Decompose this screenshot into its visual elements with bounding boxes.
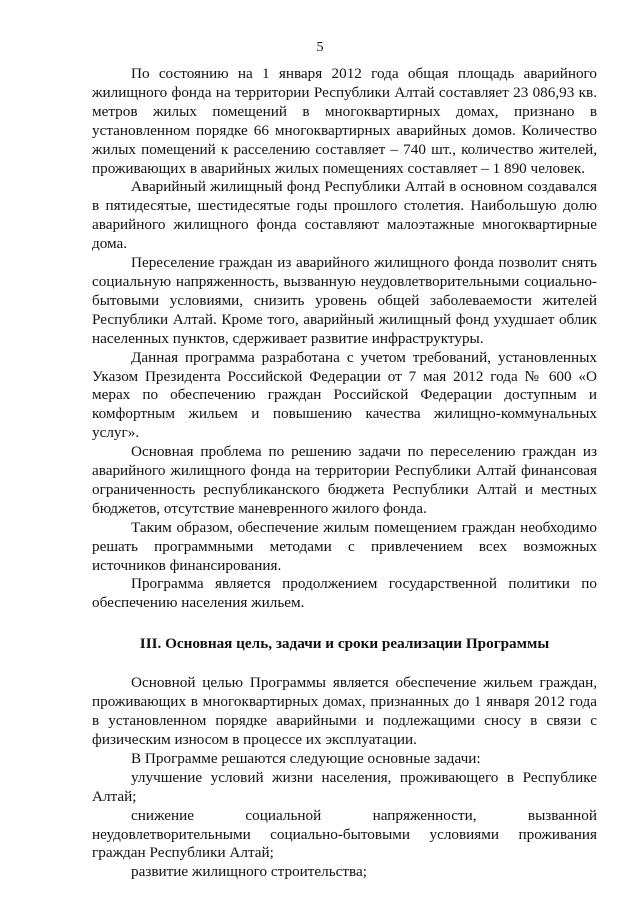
paragraph-state-policy: Программа является продолжением государственной политики по обеспечению населения жильем. (92, 575, 597, 612)
task-housing-construction: развитие жилищного строительства; (131, 863, 367, 881)
task-living-conditions: улучшение условий жизни населения, проживающего в Республике Алтай; (92, 768, 597, 805)
paragraph-program-methods: Таким образом, обеспечение жилым помещением граждан необходимо решать программными методами с привлечением всех возможных источников финансирования. (92, 518, 597, 574)
paragraph-presidential-decree: Данная программа разработана с учетом требований, установленных Указом Президента Российской Федерации от 7 мая 2012 года № 600 «О мерах по обеспечению граждан Российской Федерации доступным и комфортным жильем и повышению качества жилищно-коммунальных услуг». (92, 348, 597, 442)
document-body (92, 65, 597, 882)
task-social-tension (92, 807, 597, 864)
paragraph-main-goal: Основной целью Программы является обеспечение жильем граждан, проживающих в многоквартирных домах, признанных до 1 января 2012 года в установленном порядке аварийными и подлежащими сносу в связи с физическим износом в процессе их эксплуатации. (92, 674, 597, 748)
paragraph-resettlement-benefits: Переселение граждан из аварийного жилищного фонда позволит снять социальную напряженность, вызванную неудовлетворительными социально-бытовыми условиями, снизить уровень общей заболеваемости жителей Республики Алтай. Кроме того, аварийный жилищный фонд ухудшает облик населенных пунктов, сдерживает развитие инфраструктуры. (92, 254, 597, 347)
page-number: 5 (316, 40, 324, 55)
task-social-line-2: неудовлетворительными социально-бытовыми условиями проживания (92, 825, 597, 843)
spacer (92, 654, 597, 674)
section-heading: III. Основная цель, задачи и сроки реализации Программы (139, 635, 550, 653)
spacer (92, 613, 597, 634)
paragraph-housing-age: Аварийный жилищный фонд Республики Алтай в основном создавался в пятидесятые, шестидесятые годы прошлого столетия. Наибольшую долю аварийного жилищного фонда составляют малоэтажные многоквартирные дома. (92, 178, 597, 253)
task-social-line-1: снижение социальной напряженности, вызванной (131, 806, 597, 824)
paragraph-tasks-intro: В Программе решаются следующие основные задачи: (131, 749, 481, 767)
paragraph-emergency-area: По состоянию на 1 января 2012 года общая площадь аварийного жилищного фонда на территории Республики Алтай составляет 23 086,93 кв. метров жилых помещений в многоквартирных домах, признано в установленном порядке 66 многоквартирных аварийных домов. Количество жилых помещений к расселению составляет – 740 шт., количество жителей, проживающих в аварийных жилых помещениях составляет – 1 890 человек. (92, 65, 597, 177)
task-social-line-3: граждан Республики Алтай; (92, 844, 274, 862)
paragraph-main-problem: Основная проблема по решению задачи по переселению граждан из аварийного жилищного фонда на территории Республики Алтай финансовая ограниченность республиканского бюджета Республики Алтай и местных бюджетов, отсутствие маневренного жилого фонда. (92, 443, 597, 517)
